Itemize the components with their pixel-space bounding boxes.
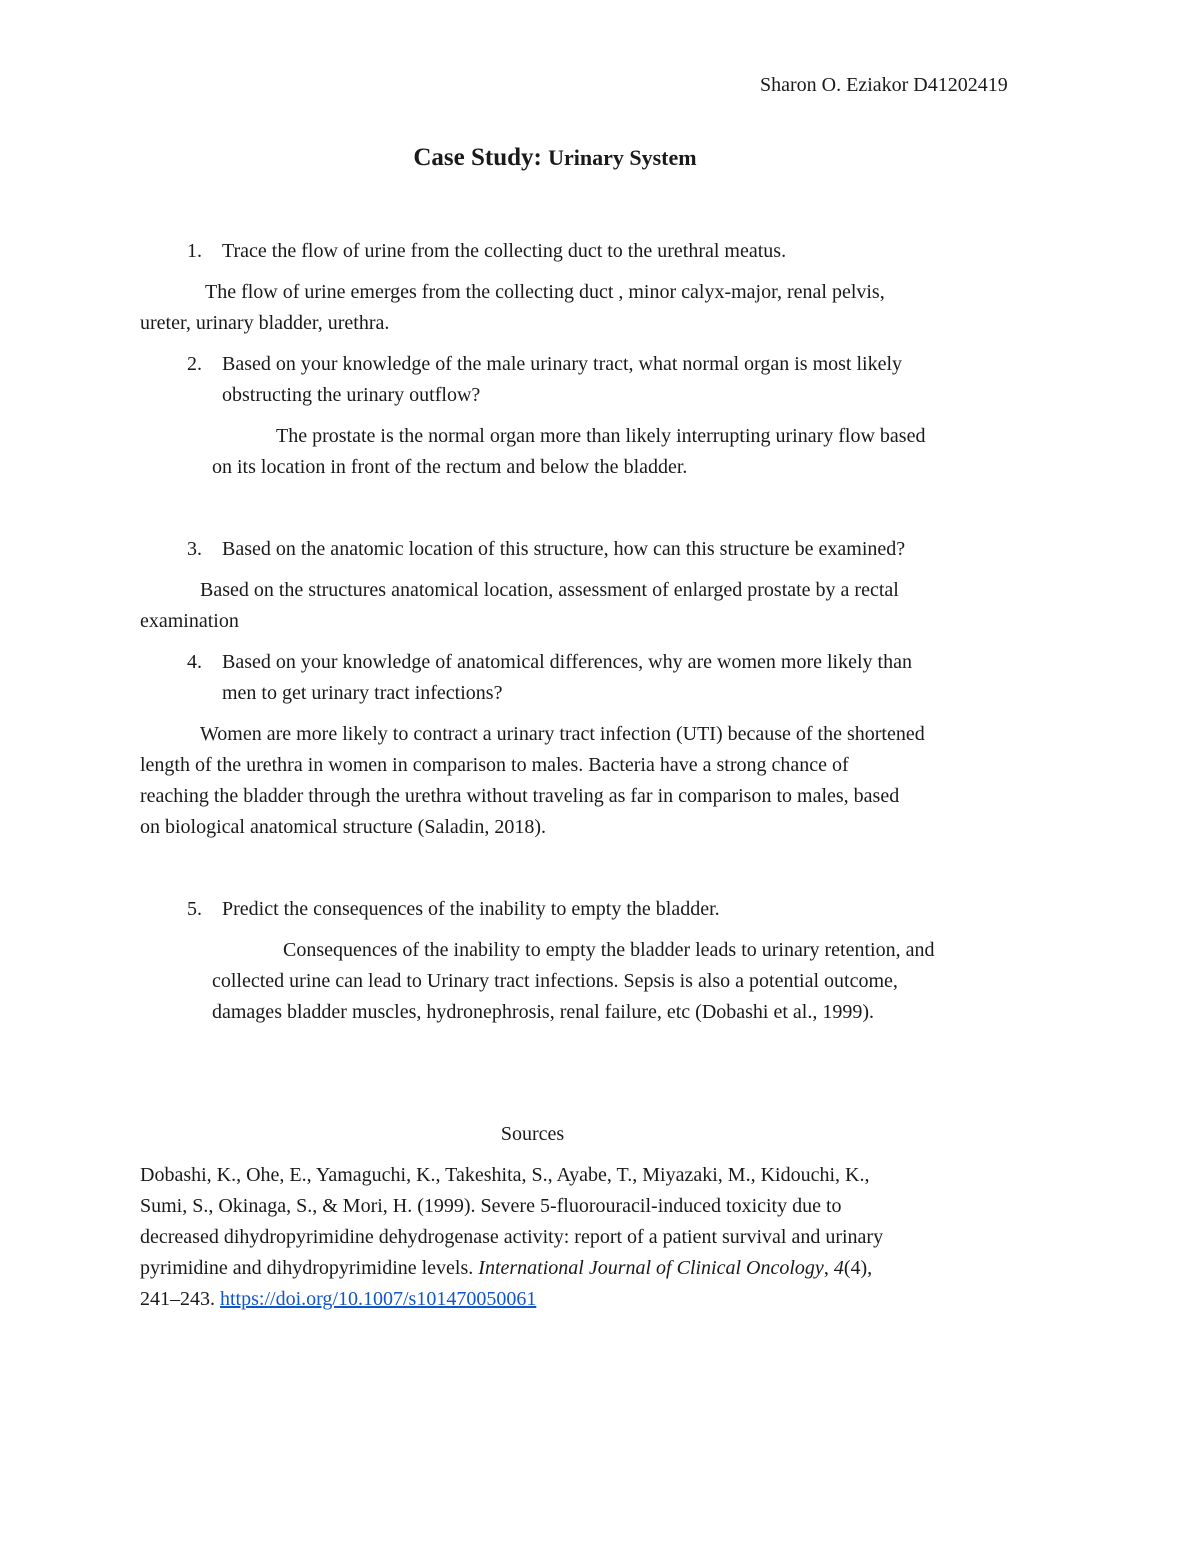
answer-text: Based on the structures anatomical location, assessment of enlarged prostate by a rectal bbox=[200, 579, 899, 601]
answer-text: collected urine can lead to Urinary tract infections. Sepsis is also a potential outcome, bbox=[212, 970, 898, 992]
question-text: Predict the consequences of the inability to empty the bladder. bbox=[222, 898, 720, 920]
question-text: Based on the anatomic location of this structure, how can this structure be examined? bbox=[222, 538, 906, 560]
question-text: Trace the flow of urine from the collecting duct to the urethral meatus. bbox=[222, 240, 787, 262]
answer-text: The prostate is the normal organ more than likely interrupting urinary flow based bbox=[276, 425, 926, 447]
question-text: men to get urinary tract infections? bbox=[222, 682, 503, 704]
answer-text: on biological anatomical structure (Saladin, 2018). bbox=[140, 816, 546, 838]
answer-text: reaching the bladder through the urethra without traveling as far in comparison to males, based bbox=[140, 785, 900, 807]
answer-text: The flow of urine emerges from the collecting duct , minor calyx-major, renal pelvis, bbox=[205, 281, 885, 303]
answer-text: Consequences of the inability to empty the bladder leads to urinary retention, and bbox=[283, 939, 935, 961]
title-subject: Urinary System bbox=[548, 145, 697, 170]
question-text: Based on your knowledge of the male urinary tract, what normal organ is most likely bbox=[222, 353, 903, 375]
answer-text: on its location in front of the rectum and below the bladder. bbox=[212, 456, 688, 478]
question-number: 1. bbox=[187, 240, 202, 262]
question-number: 4. bbox=[187, 651, 202, 673]
sources-heading: Sources bbox=[500, 1123, 565, 1145]
question-text: obstructing the urinary outflow? bbox=[222, 384, 481, 406]
question-number: 2. bbox=[187, 353, 202, 375]
journal-issue: (4), bbox=[843, 1257, 873, 1279]
answer-text: Women are more likely to contract a urinary tract infection (UTI) because of the shortened bbox=[200, 723, 925, 745]
journal-volume: 4 bbox=[833, 1257, 844, 1279]
question-number: 5. bbox=[187, 898, 202, 920]
answer-text: length of the urethra in women in comparison to males. Bacteria have a strong chance of bbox=[140, 754, 849, 776]
reference-text: pyrimidine and dihydropyrimidine levels. bbox=[140, 1257, 479, 1279]
title-prefix: Case Study: bbox=[413, 144, 542, 171]
question-number: 3. bbox=[187, 538, 202, 560]
reference-line: Dobashi, K., Ohe, E., Yamaguchi, K., Takeshita, S., Ayabe, T., Miyazaki, M., Kidouchi, K., bbox=[140, 1164, 870, 1186]
reference-line bbox=[140, 1253, 1080, 1284]
reference-entry bbox=[140, 1160, 1080, 1315]
answer-text: examination bbox=[140, 610, 239, 632]
author-header: Sharon O. Eziakor D41202419 bbox=[760, 74, 1008, 96]
question-text: Based on your knowledge of anatomical differences, why are women more likely than bbox=[222, 651, 912, 673]
answer-text: ureter, urinary bladder, urethra. bbox=[140, 312, 390, 334]
answer-text: damages bladder muscles, hydronephrosis, renal failure, etc (Dobashi et al., 1999). bbox=[212, 1001, 875, 1023]
reference-line bbox=[140, 1284, 1080, 1315]
page-title bbox=[0, 142, 1110, 173]
reference-separator: , bbox=[823, 1257, 834, 1279]
doi-link[interactable]: https://doi.org/10.1007/s101470050061 bbox=[220, 1288, 537, 1310]
reference-line: decreased dihydropyrimidine dehydrogenase activity: report of a patient survival and urinary bbox=[140, 1226, 884, 1248]
journal-name: International Journal of Clinical Oncology bbox=[478, 1257, 824, 1279]
reference-line: Sumi, S., Okinaga, S., & Mori, H. (1999). Severe 5-fluorouracil-induced toxicity due to bbox=[140, 1195, 842, 1217]
reference-pages: 241–243. bbox=[140, 1288, 220, 1310]
